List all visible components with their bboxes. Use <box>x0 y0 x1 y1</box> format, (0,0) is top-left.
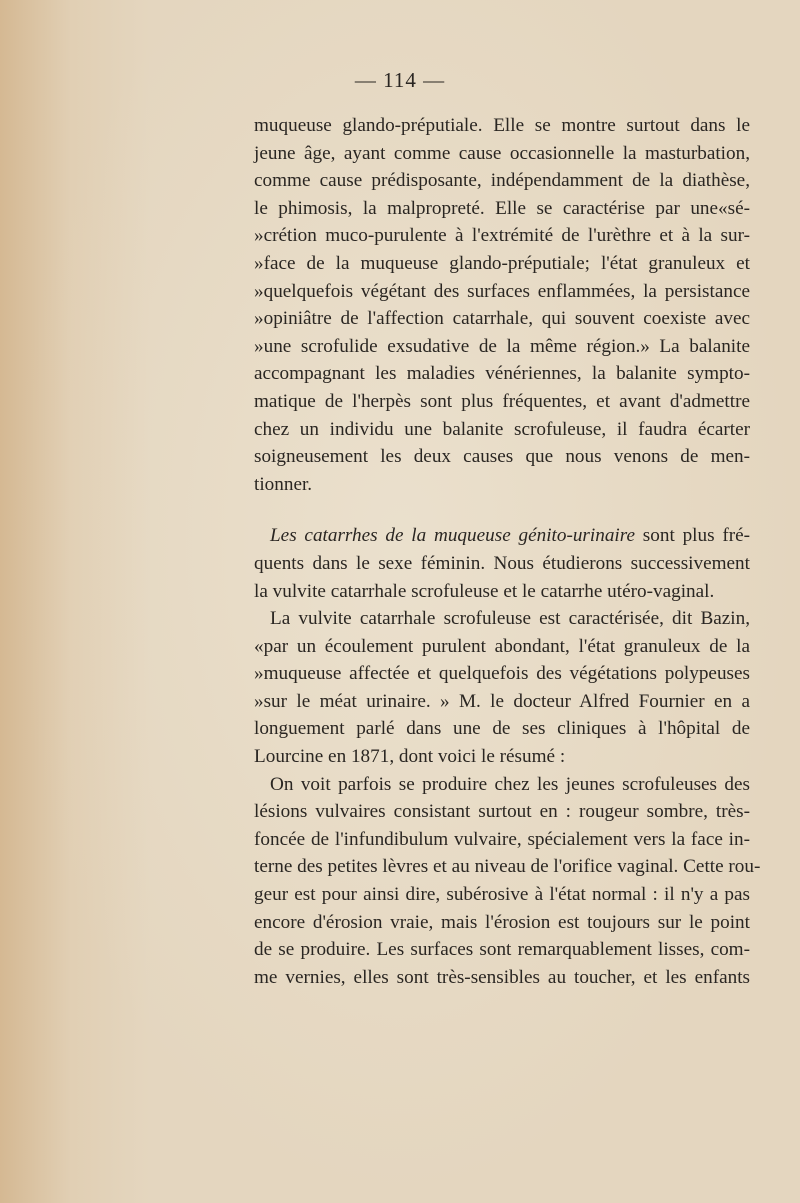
text-line: Lourcine en 1871, dont voici le résumé : <box>254 746 566 768</box>
text-line: On voit parfois se produire chez les jeunes scrofuleuses des <box>270 773 750 795</box>
text-line: la vulvite catarrhale scrofuleuse et le catarrhe utéro-vaginal. <box>254 580 715 602</box>
text-fragment: sont plus fré- <box>635 525 751 547</box>
text-line: soigneusement les deux causes que nous venons de men- <box>254 446 750 468</box>
text-line: jeune âge, ayant comme cause occasionnelle la masturbation, <box>254 142 750 164</box>
body-text <box>254 112 761 991</box>
text-line: comme cause prédisposante, indépendamment de la diathèse, <box>254 170 750 192</box>
text-line: le phimosis, la malpropreté. Elle se caractérise par une«sé- <box>254 197 750 219</box>
text-line: geur est pour ainsi dire, subérosive à l'état normal : il n'y a pas <box>254 884 750 906</box>
text-line: »crétion muco-purulente à l'extrémité de l'urèthre et à la sur- <box>254 225 750 247</box>
text-line: La vulvite catarrhale scrofuleuse est caractérisée, dit Bazin, <box>270 608 750 630</box>
text-line: quents dans le sexe féminin. Nous étudierons successivement <box>254 552 750 574</box>
paragraph-3 <box>254 605 750 771</box>
text-line: encore d'érosion vraie, mais l'érosion est toujours sur le point <box>254 911 750 933</box>
text-line: tionner. <box>254 473 313 495</box>
text-line: me vernies, elles sont très-sensibles au toucher, et les enfants <box>254 966 750 988</box>
text-line: »opiniâtre de l'affection catarrhale, qui souvent coexiste avec <box>254 308 750 330</box>
text-line: »sur le méat urinaire. » M. le docteur Alfred Fournier en a <box>254 690 750 712</box>
text-line: chez un individu une balanite scrofuleuse, il faudra écarter <box>254 418 750 440</box>
text-line <box>254 522 750 550</box>
italic-phrase: Les catarrhes de la muqueuse génito-urinaire <box>270 525 636 547</box>
text-line: »quelquefois végétant des surfaces enflammées, la persistance <box>254 280 750 302</box>
text-line: terne des petites lèvres et au niveau de l'orifice vaginal. Cette rou- <box>254 856 761 878</box>
paragraph-4 <box>254 771 761 992</box>
paragraph-2 <box>254 522 750 605</box>
text-line: muqueuse glando-préputiale. Elle se montre surtout dans le <box>254 115 750 136</box>
text-line: lésions vulvaires consistant surtout en : rougeur sombre, très- <box>254 801 750 823</box>
text-line: »muqueuse affectée et quelquefois des végétations polypeuses <box>254 663 750 685</box>
text-line: accompagnant les maladies vénériennes, la balanite sympto- <box>254 363 750 385</box>
paragraph-1 <box>254 112 750 498</box>
text-line: »une scrofulide exsudative de la même région.» La balanite <box>254 335 750 357</box>
text-line: «par un écoulement purulent abondant, l'état granuleux de la <box>254 635 750 657</box>
text-line: de se produire. Les surfaces sont remarquablement lisses, com- <box>254 939 750 961</box>
text-line: foncée de l'infundibulum vulvaire, spécialement vers la face in- <box>254 828 750 850</box>
text-line: »face de la muqueuse glando-préputiale; l'état granuleux et <box>254 252 750 274</box>
text-line: matique de l'herpès sont plus fréquentes, et avant d'admettre <box>254 390 750 412</box>
text-line: longuement parlé dans une de ses cliniques à l'hôpital de <box>254 718 750 740</box>
page-number: — 114 — <box>354 68 446 92</box>
